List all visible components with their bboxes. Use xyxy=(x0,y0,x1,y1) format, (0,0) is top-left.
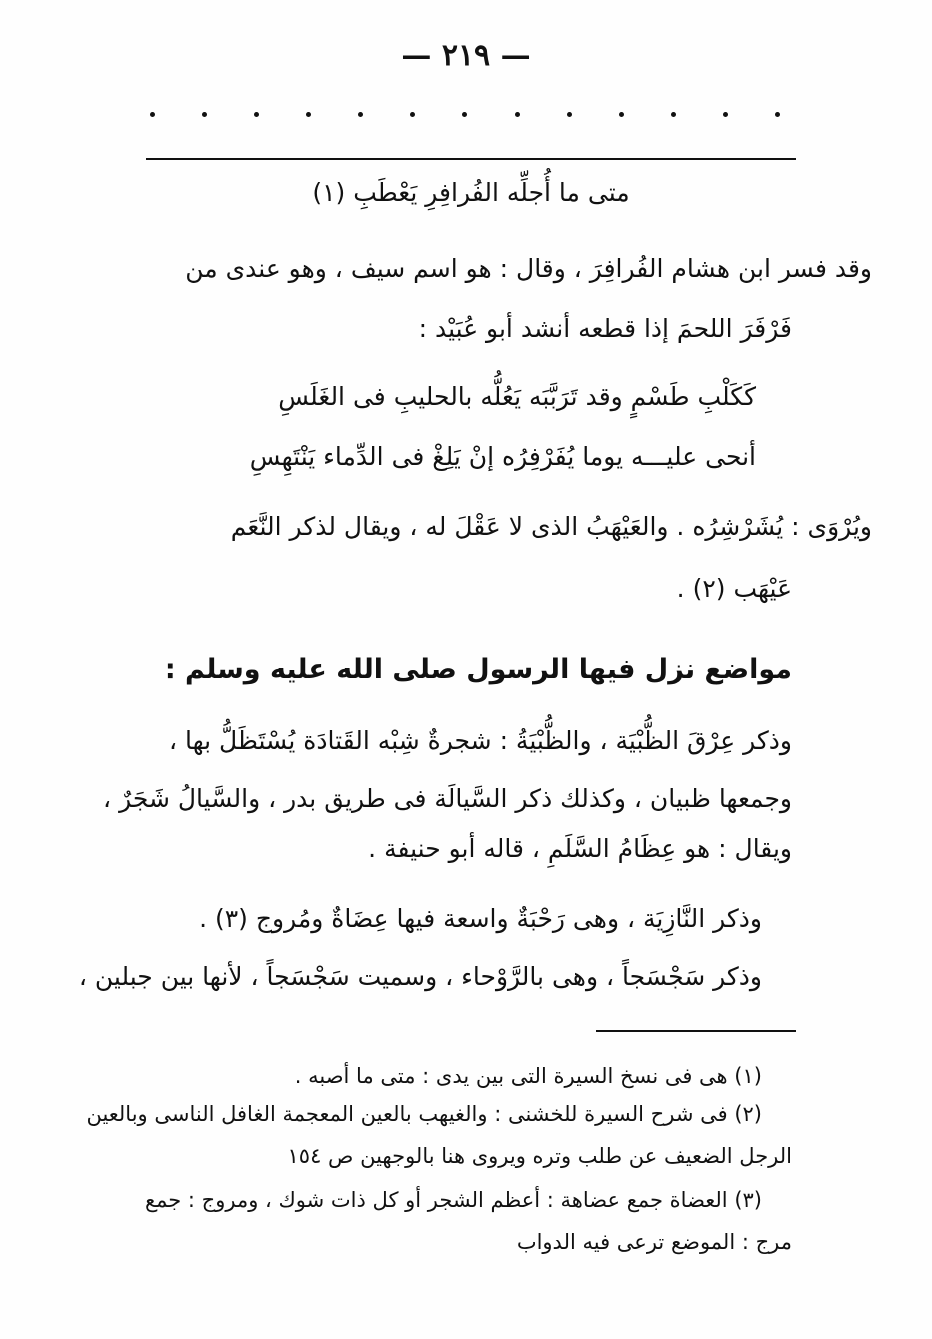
ornament-dots xyxy=(150,112,780,117)
ornament-dot xyxy=(619,112,624,117)
page-number: — ٢١٩ — xyxy=(401,38,531,73)
ornament-dot xyxy=(150,112,155,117)
footnote-rule xyxy=(596,1030,796,1032)
ornament-dot xyxy=(723,112,728,117)
footnote-3: (٣) العضاة جمع عضاهة : أعظم الشجر أو كل ذات شوك ، ومروج : جمع xyxy=(144,1188,762,1212)
ornament-dot xyxy=(462,112,467,117)
ornament-dot xyxy=(358,112,363,117)
paragraph-line: ويقال : هو عِظَامُ السَّلَمِ ، قاله أبو حنيفة . xyxy=(368,834,792,863)
paragraph-line: وقد فسر ابن هشام الفُرافِرَ ، وقال : هو اسم سيف ، وهو عندى من xyxy=(185,254,872,283)
paragraph-line: وذكر عِرْقَ الظُّبْيَة ، والظُّبْيَةُ : شجرةٌ شِبْه القَتادَة يُسْتَظَلُّ بها ، xyxy=(169,726,792,755)
paragraph-line: ويُرْوَى : يُشَرْشِرُه . والعَيْهَبُ الذى لا عَقْلَ له ، ويقال لذكر النَّعَم xyxy=(230,512,872,541)
verse-line: متى ما أُجلِّه الفُرافِرِ يَعْطَبِ (١) xyxy=(312,178,630,207)
footnote-3-continued: مرج : الموضع ترعى فيه الدواب xyxy=(516,1230,792,1254)
poem-line: أنحى عليـــه يوما يُفَرْفِرُه إنْ يَلِغْ فى الدِّماء يَنْتَهِسِ xyxy=(249,442,756,471)
poem-line: كَكَلْبِ طَسْمٍ وقد تَرَبَّبَه يَعُلُّه بالحليبِ فى الغَلَسِ xyxy=(278,382,756,411)
header-rule xyxy=(146,158,796,160)
footnote-2-continued: الرجل الضعيف عن طلب وتره ويروى هنا بالوجهين ص ١٥٤ xyxy=(287,1144,792,1168)
paragraph-line: وذكر سَجْسَجاً ، وهى بالرَّوْحاء ، وسميت سَجْسَجاً ، لأنها بين جبلين ، xyxy=(78,962,762,991)
ornament-dot xyxy=(515,112,520,117)
ornament-dot xyxy=(306,112,311,117)
footnote-1: (١) هى فى نسخ السيرة التى بين يدى : متى ما أصبه . xyxy=(294,1064,762,1088)
section-heading: مواضع نزل فيها الرسول صلى الله عليه وسلم : xyxy=(164,654,792,685)
ornament-dot xyxy=(202,112,207,117)
paragraph-line: وذكر النَّازِيَة ، وهى رَحْبَةٌ واسعة فيها عِضَاةٌ ومُروج (٣) . xyxy=(199,904,762,933)
ornament-dot xyxy=(775,112,780,117)
ornament-dot xyxy=(567,112,572,117)
ornament-dot xyxy=(254,112,259,117)
footnote-2: (٢) فى شرح السيرة للخشنى : والغيهب بالعين المعجمة الغافل الناسى وبالعين xyxy=(86,1102,762,1126)
paragraph-line: عَيْهَب (٢) . xyxy=(676,574,792,603)
ornament-dot xyxy=(671,112,676,117)
paragraph-line: وجمعها ظبيان ، وكذلك ذكر السَّيالَة فى طريق بدر ، والسَّيالُ شَجَرٌ ، xyxy=(103,784,792,813)
paragraph-line: فَرْفَرَ اللحمَ إذا قطعه أنشد أبو عُبَيْد : xyxy=(418,314,792,343)
ornament-dot xyxy=(410,112,415,117)
